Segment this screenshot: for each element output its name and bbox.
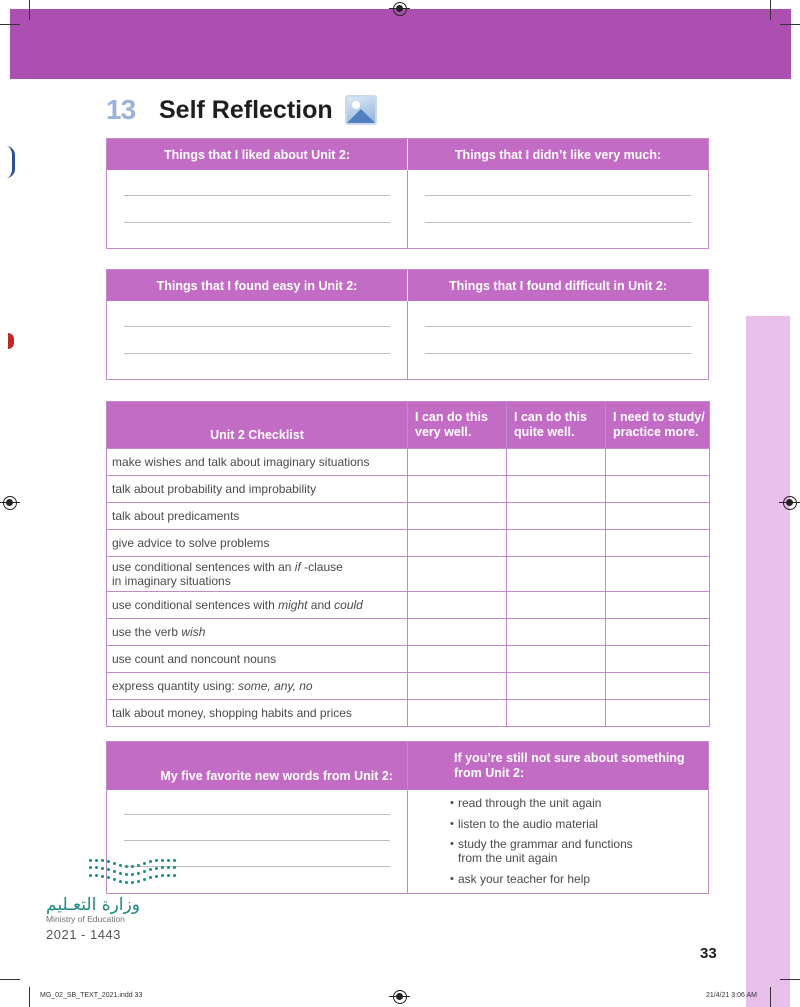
check-cell[interactable] (606, 673, 710, 700)
checklist-row (107, 449, 710, 476)
crop-mark (770, 987, 771, 1007)
check-cell[interactable] (606, 700, 710, 727)
column-header-study-more: I need to study/ practice more. (606, 402, 710, 449)
writing-line (425, 222, 691, 223)
check-cell[interactable] (606, 557, 710, 592)
writing-line (124, 353, 390, 354)
check-cell[interactable] (606, 619, 710, 646)
edition-year: 2021 - 1443 (46, 927, 121, 942)
checklist-row (107, 700, 710, 727)
check-cell[interactable] (606, 449, 710, 476)
reflection-box-difficulty (106, 269, 709, 380)
check-cell[interactable] (507, 646, 606, 673)
easy-writing-area[interactable] (107, 301, 407, 379)
crop-mark (0, 24, 20, 25)
check-cell[interactable] (408, 646, 507, 673)
picture-icon (345, 95, 377, 125)
checklist-item: use conditional sentences with might and could (107, 592, 408, 619)
liked-writing-area[interactable] (107, 170, 407, 248)
tips-list (408, 790, 708, 886)
liked-label: Things that I liked about Unit 2: (163, 147, 351, 162)
column-header-quite-well: I can do this quite well. (507, 402, 606, 449)
check-cell[interactable] (408, 503, 507, 530)
print-slug-date: 21/4/21 3:06 AM (706, 992, 757, 999)
registration-mark-icon (3, 496, 17, 510)
checklist-row (107, 530, 710, 557)
check-cell[interactable] (606, 646, 710, 673)
print-slug-file: MG_02_SB_TEXT_2021.indd 33 (40, 992, 143, 999)
check-cell[interactable] (507, 449, 606, 476)
side-tab-bar (746, 316, 790, 1007)
writing-line (425, 353, 691, 354)
crop-mark (0, 979, 20, 980)
check-cell[interactable] (507, 619, 606, 646)
crop-mark (780, 24, 800, 25)
disliked-label: Things that I didn’t like very much: (407, 139, 708, 170)
page-number: 33 (700, 945, 717, 962)
registration-mark-icon (393, 990, 407, 1004)
writing-line (425, 326, 691, 327)
checklist-row (107, 592, 710, 619)
checklist-row (107, 476, 710, 503)
tip-item: • ask your teacher for help (452, 872, 708, 886)
checklist-item: express quantity using: some, any, no (107, 673, 408, 700)
registration-mark-icon (393, 2, 407, 16)
checklist-row (107, 673, 710, 700)
writing-line (124, 195, 390, 196)
writing-line (124, 840, 390, 841)
crop-mark (770, 0, 771, 20)
checklist-row (107, 503, 710, 530)
check-cell[interactable] (408, 592, 507, 619)
check-cell[interactable] (507, 476, 606, 503)
writing-line (124, 814, 390, 815)
ministry-arabic-name: وزارة التعـليم (46, 895, 140, 915)
favorite-words-box (106, 741, 709, 894)
check-cell[interactable] (507, 700, 606, 727)
check-cell[interactable] (408, 557, 507, 592)
crop-mark (29, 0, 30, 20)
check-cell[interactable] (408, 449, 507, 476)
page-title: Self Reflection (159, 95, 333, 124)
checklist-item: use count and noncount nouns (107, 646, 408, 673)
difficult-label: Things that I found difficult in Unit 2: (407, 270, 708, 301)
check-cell[interactable] (606, 530, 710, 557)
check-cell[interactable] (408, 619, 507, 646)
favorite-words-label: My five favorite new words from Unit 2: (107, 742, 407, 790)
writing-line (124, 326, 390, 327)
checklist-item: give advice to solve problems (107, 530, 408, 557)
tip-item: • listen to the audio material (452, 817, 708, 831)
check-cell[interactable] (507, 592, 606, 619)
easy-label: Things that I found easy in Unit 2: (156, 278, 358, 293)
checklist-item: use conditional sentences with an if -clause in imaginary situations (107, 557, 408, 592)
check-cell[interactable] (507, 557, 606, 592)
check-cell[interactable] (408, 530, 507, 557)
crop-mark (780, 979, 800, 980)
ministry-logo-icon (89, 857, 181, 887)
edge-color-mark (6, 146, 15, 178)
tip-item: • read through the unit again (452, 796, 708, 810)
checklist-item: talk about money, shopping habits and prices (107, 700, 408, 727)
checklist-row (107, 619, 710, 646)
edge-color-mark (8, 333, 14, 349)
crop-mark (29, 987, 30, 1007)
section-number: 13 (106, 94, 136, 125)
writing-line (124, 222, 390, 223)
check-cell[interactable] (606, 592, 710, 619)
not-sure-label: If you’re still not sure about something from Unit 2: (408, 742, 708, 790)
checklist-item: talk about predicaments (107, 503, 408, 530)
registration-mark-icon (783, 496, 797, 510)
column-header-very-well: I can do this very well. (408, 402, 507, 449)
top-banner (10, 9, 791, 79)
check-cell[interactable] (507, 530, 606, 557)
check-cell[interactable] (507, 673, 606, 700)
tip-item: • study the grammar and functions from the unit again (452, 837, 708, 865)
check-cell[interactable] (606, 476, 710, 503)
check-cell[interactable] (408, 700, 507, 727)
check-cell[interactable] (507, 503, 606, 530)
check-cell[interactable] (408, 673, 507, 700)
checklist-row (107, 557, 710, 592)
checklist-title: Unit 2 Checklist (107, 402, 408, 449)
checklist-row (107, 646, 710, 673)
check-cell[interactable] (606, 503, 710, 530)
check-cell[interactable] (408, 476, 507, 503)
difficult-writing-area[interactable] (407, 301, 708, 379)
checklist-item: talk about probability and improbability (107, 476, 408, 503)
reflection-box-likes (106, 138, 709, 249)
writing-line (425, 195, 691, 196)
checklist-item: make wishes and talk about imaginary situations (107, 449, 408, 476)
disliked-writing-area[interactable] (407, 170, 708, 248)
section-header (106, 90, 377, 130)
unit-checklist-table (106, 401, 710, 727)
checklist-item: use the verb wish (107, 619, 408, 646)
tips-list-area (408, 790, 708, 893)
ministry-english-name: Ministry of Education (46, 914, 125, 924)
